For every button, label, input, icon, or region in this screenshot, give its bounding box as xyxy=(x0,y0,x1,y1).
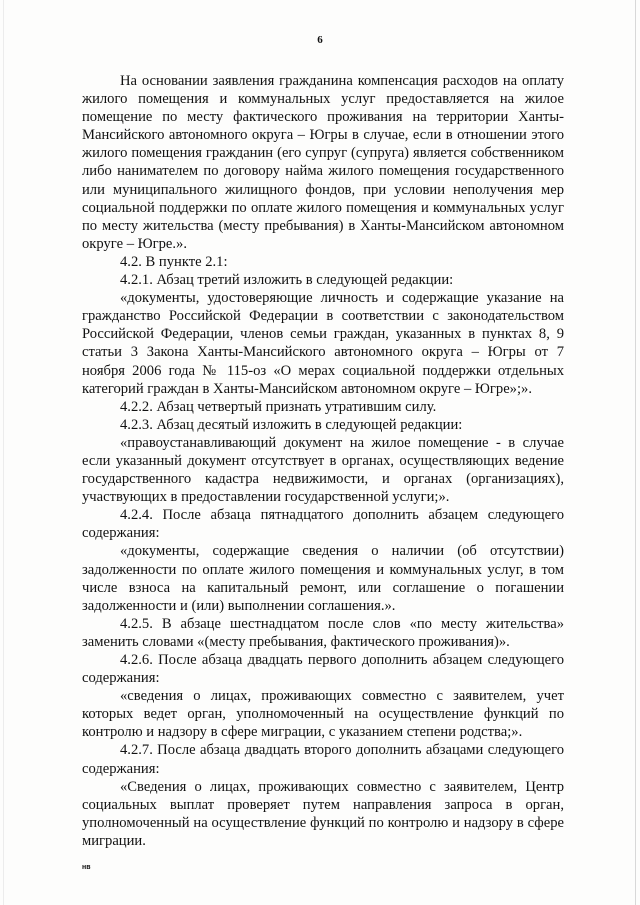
paragraph: «документы, содержащие сведения о наличии (об отсутствии) задолженности по оплате жилого помещения и коммунальных услуг, в том числе взноса на капитальный ремонт, или соглашение о погашении задолженности и (или) выполнении соглашения.». xyxy=(82,543,564,614)
paragraph: 4.2.1. Абзац третий изложить в следующей редакции: xyxy=(120,272,454,289)
footer-mark: нв xyxy=(82,864,91,871)
paragraph: 4.2.7. После абзаца двадцать второго дополнить абзацами следующего содержания: xyxy=(82,742,564,777)
document-body xyxy=(82,72,564,850)
scan-edge-right xyxy=(635,0,636,905)
paragraph: 4.2. В пункте 2.1: xyxy=(120,253,228,270)
paragraph: «сведения о лицах, проживающих совместно с заявителем, учет которых ведет орган, уполномоченный на осуществление функций по контролю и надзору в сфере миграции, с указанием степени родства;». xyxy=(82,688,564,741)
paragraph: 4.2.3. Абзац десятый изложить в следующей редакции: xyxy=(120,416,463,433)
paragraph: «правоустанавливающий документ на жилое помещение - в случае если указанный документ отсутствует в органах, осуществляющих ведение государственного кадастра недвижимости, и органах (организациях), участвующих в предоставлении государственной услуги;». xyxy=(82,434,564,506)
paragraph: 4.2.5. В абзаце шестнадцатом после слов «по месту жительства» заменить словами «(месту пребывания, фактического проживания)». xyxy=(82,615,564,650)
paragraph: 4.2.2. Абзац четвертый признать утратившим силу. xyxy=(120,398,437,415)
paragraph: 4.2.6. После абзаца двадцать первого дополнить абзацем следующего содержания: xyxy=(82,652,564,687)
paragraph: «документы, удостоверяющие личность и содержащие указание на гражданство Российской Федерации в соответствии с законодательством Российской Федерации, членов семьи граждан, указанных в пунктах 8, 9 статьи 3 Закона Ханты-Мансийского автономного округа – Югры от 7 ноября 2006 года № 115-оз «О мерах социальной поддержки отдельных категорий граждан в Ханты-Мансийском автономном округе – Югре»;». xyxy=(82,290,564,397)
page-number: 6 xyxy=(317,34,323,46)
paragraph: На основании заявления гражданина компенсация расходов на оплату жилого помещения и коммунальных услуг предоставляется на жилое помещение по месту фактического проживания на территории Ханты-Мансийского автономного округа – Югры в случае, если в отношении этого жилого помещения гражданин (его супруг (супруга) является собственником либо нанимателем по договору найма жилого помещения государственного или муниципального жилищного фондов, при условии неполучения мер социальной поддержки по оплате жилого помещения и коммунальных услуг по месту жительства (месту пребывания) в Ханты-Мансийском автономном округе – Югре.». xyxy=(82,73,564,252)
paragraph: 4.2.4. После абзаца пятнадцатого дополнить абзацем следующего содержания: xyxy=(82,507,564,542)
scan-edge-left xyxy=(3,0,4,905)
paragraph: «Сведения о лицах, проживающих совместно с заявителем, Центр социальных выплат проверяет путем направления запроса в орган, уполномоченный на осуществление функций по контролю и надзору в сфере миграции. xyxy=(82,778,564,849)
